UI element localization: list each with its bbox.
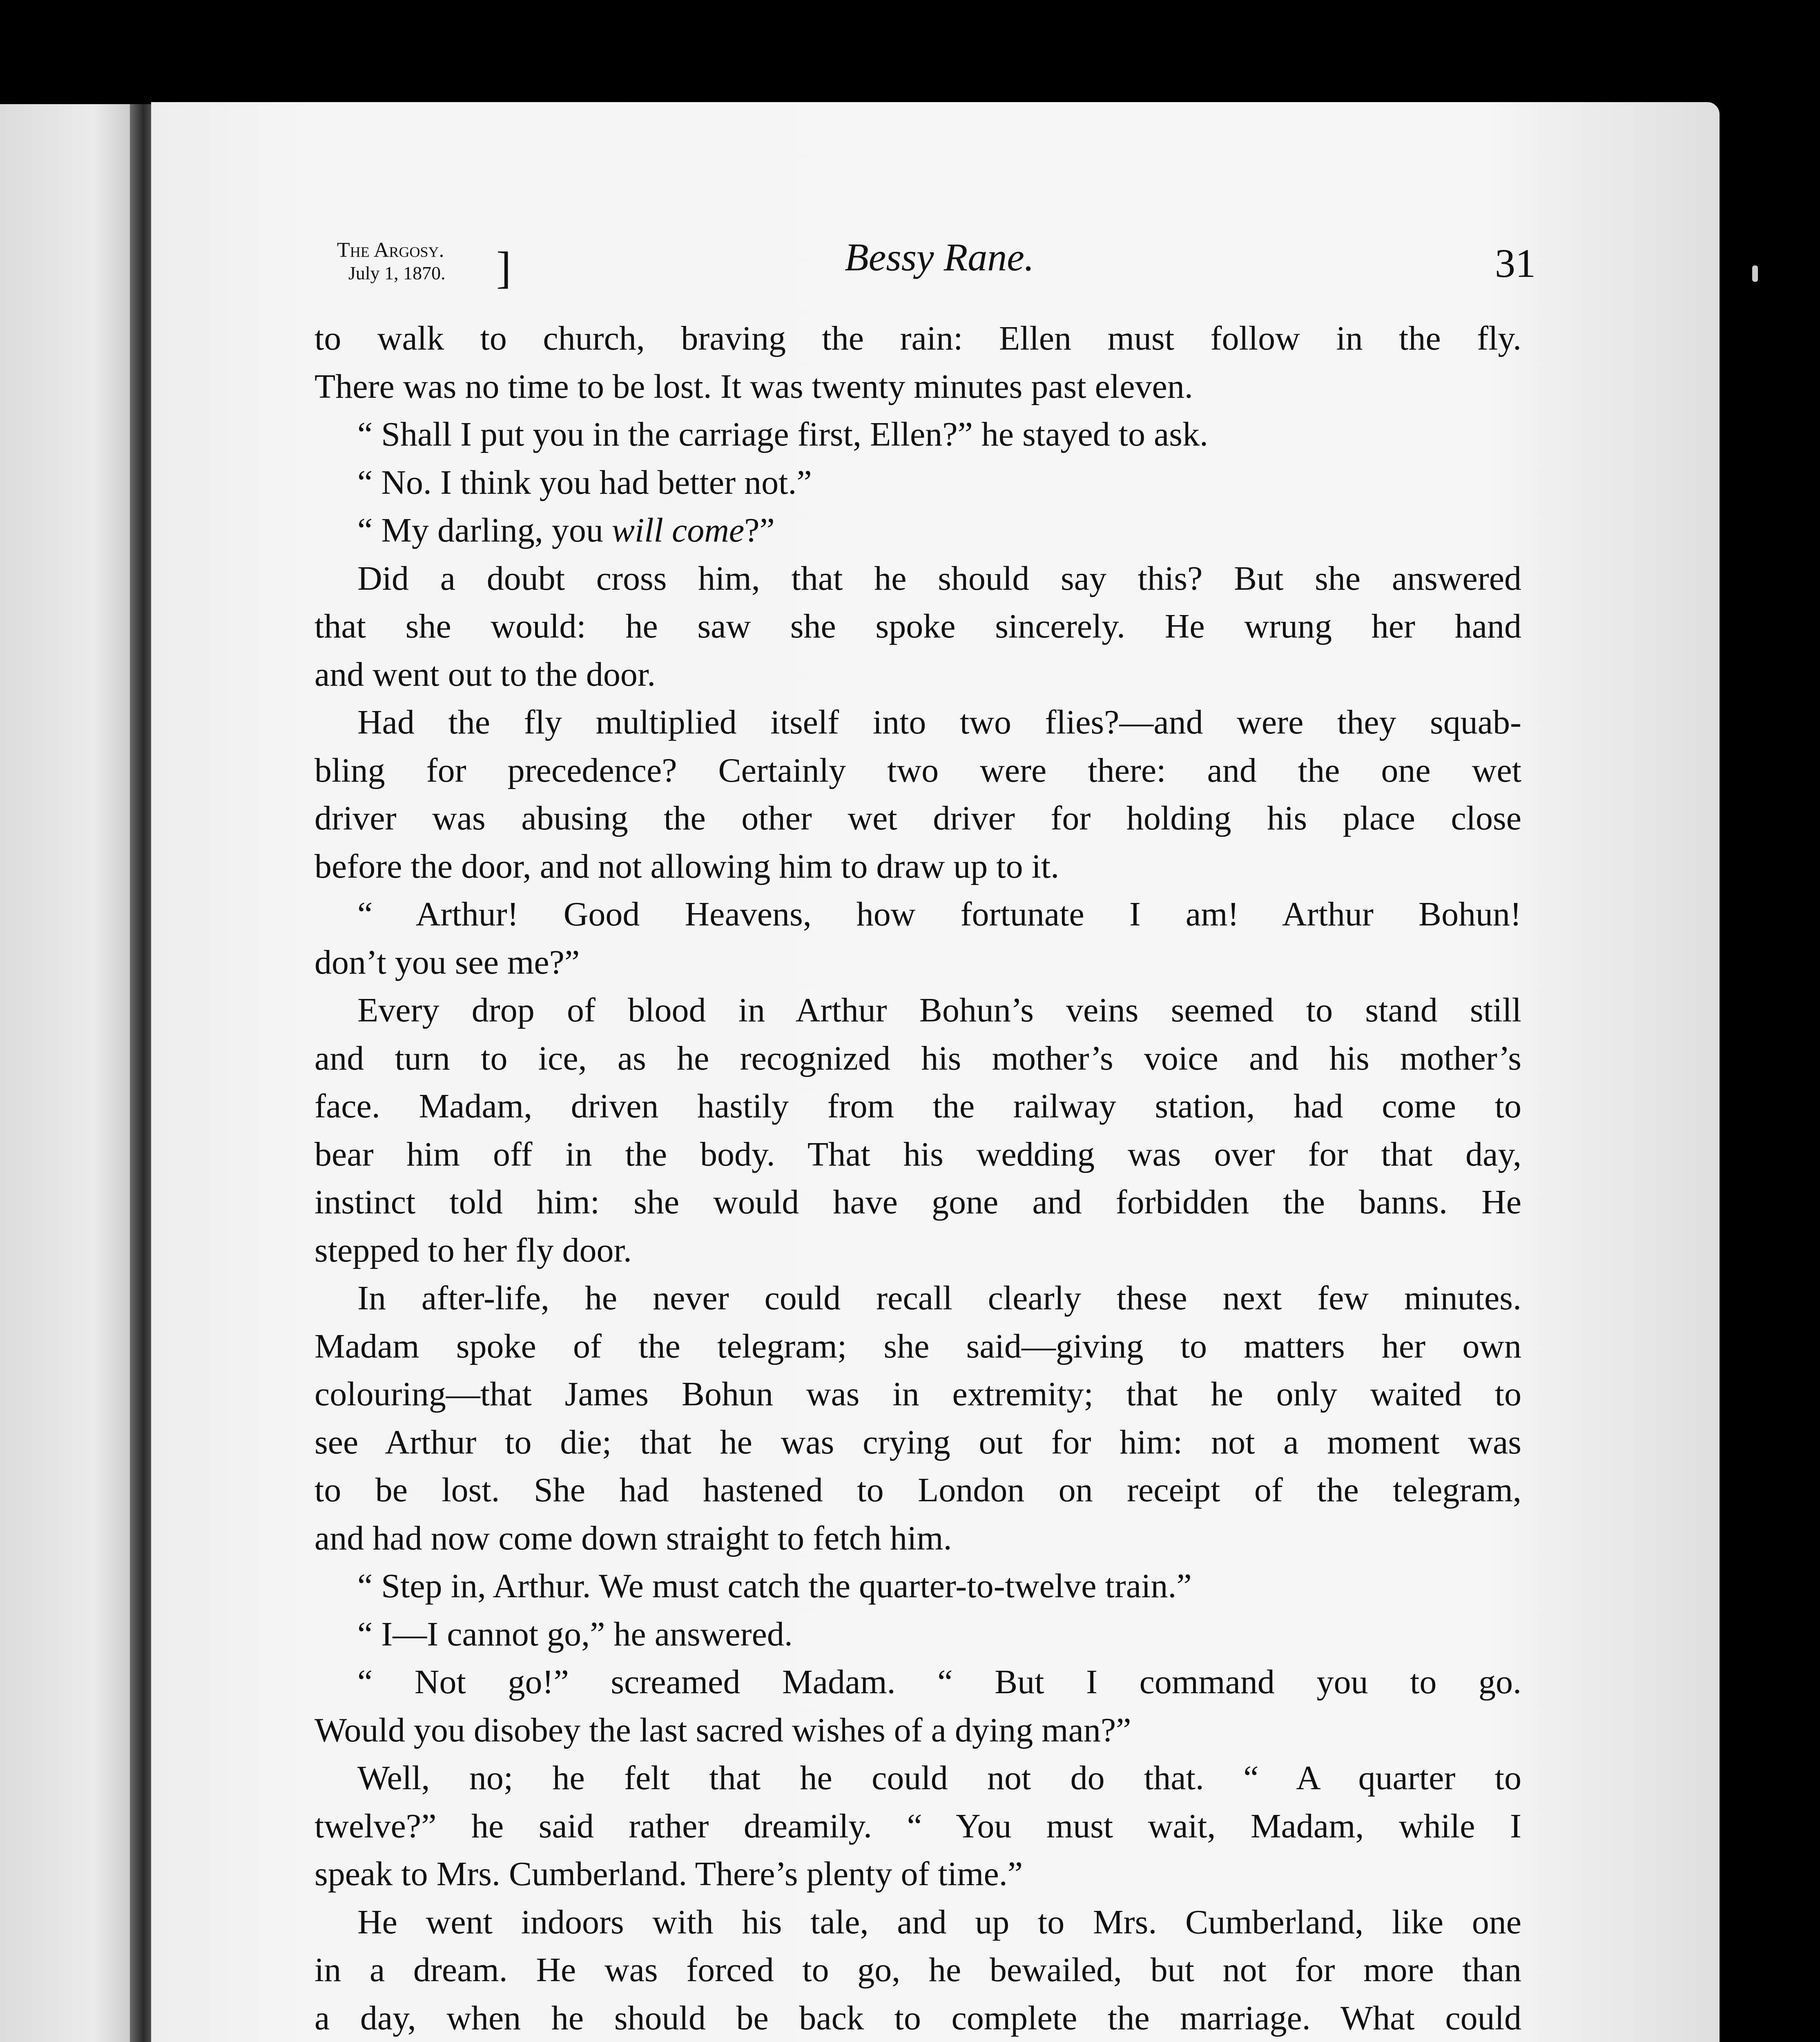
text-line: bling for precedence? Certainly two were there: and the one wet xyxy=(314,751,1521,789)
text-line: Had the fly multiplied itself into two flies?—and were they squab- xyxy=(357,703,1521,741)
text-line: “ No. I think you had better not.” xyxy=(357,463,812,502)
text-line: He went indoors with his tale, and up to Mrs. Cumberland, like one xyxy=(357,1903,1521,1941)
text-line: driver was abusing the other wet driver for holding his place close xyxy=(314,799,1521,837)
page-number: 31 xyxy=(1495,241,1536,286)
page-edge-mark xyxy=(1752,265,1758,282)
text-line: stepped to her fly door. xyxy=(314,1231,632,1269)
text-line: that she would: he saw she spoke sincerely. He wrung her hand xyxy=(314,607,1521,645)
text-line: to be lost. She had hastened to London on receipt of the telegram, xyxy=(314,1471,1521,1509)
text-line: and turn to ice, as he recognized his mother’s voice and his mother’s xyxy=(314,1039,1521,1077)
magazine-name: The Argosy. xyxy=(337,239,444,262)
running-head-bracket: ] xyxy=(496,243,511,292)
running-head xyxy=(337,239,459,285)
text-line: Would you disobey the last sacred wishes of a dying man?” xyxy=(314,1711,1131,1749)
book-gutter xyxy=(130,104,154,2042)
text-line: don’t you see me?” xyxy=(314,943,580,981)
text-line: in a dream. He was forced to go, he bewailed, but not for more than xyxy=(314,1951,1521,1989)
text-line: In after-life, he never could recall clearly these next few minutes. xyxy=(357,1279,1521,1317)
text-line: “ My darling, you will come?” xyxy=(357,511,775,549)
text-line: Did a doubt cross him, that he should say this? But she answered xyxy=(357,559,1521,597)
text-line: colouring—that James Bohun was in extremity; that he only waited to xyxy=(314,1375,1521,1413)
emphasis-text: will come xyxy=(611,511,745,549)
text-line: “ Shall I put you in the carriage first, Ellen?” he stayed to ask. xyxy=(357,415,1208,453)
text-line: Well, no; he felt that he could not do that. “ A quarter to xyxy=(357,1759,1521,1797)
text-line: twelve?” he said rather dreamily. “ You must wait, Madam, while I xyxy=(314,1807,1521,1845)
text-line: before the door, and not allowing him to draw up to it. xyxy=(314,847,1059,885)
text-line: Every drop of blood in Arthur Bohun’s veins seemed to stand still xyxy=(357,991,1521,1029)
facing-page-edge xyxy=(0,104,135,2042)
text-line: Madam spoke of the telegram; she said—giving to matters her own xyxy=(314,1327,1521,1365)
text-line: a day, when he should be back to complete the marriage. What could xyxy=(314,1999,1521,2037)
text-line: face. Madam, driven hastily from the railway station, had come to xyxy=(314,1087,1521,1125)
text-line: speak to Mrs. Cumberland. There’s plenty of time.” xyxy=(314,1855,1023,1893)
text-line: to walk to church, braving the rain: Ellen must follow in the fly. xyxy=(314,319,1521,357)
text-line: “ Not go!” screamed Madam. “ But I command you to go. xyxy=(357,1663,1521,1701)
page-title: Bessy Rane. xyxy=(845,235,1034,279)
text-line: “ I—I cannot go,” he answered. xyxy=(357,1615,793,1653)
text-line: There was no time to be lost. It was twenty minutes past eleven. xyxy=(314,367,1193,406)
text-line: “ Step in, Arthur. We must catch the quarter-to-twelve train.” xyxy=(357,1567,1192,1605)
issue-date: July 1, 1870. xyxy=(348,263,446,283)
text-line: see Arthur to die; that he was crying out for him: not a moment was xyxy=(314,1423,1521,1461)
text-line: instinct told him: she would have gone and forbidden the banns. He xyxy=(314,1183,1521,1221)
body-text xyxy=(314,314,1521,2042)
text-line: and went out to the door. xyxy=(314,655,656,693)
text-line: bear him off in the body. That his wedding was over for that day, xyxy=(314,1135,1521,1173)
text-line: and had now come down straight to fetch him. xyxy=(314,1519,952,1557)
text-line: “ Arthur! Good Heavens, how fortunate I am! Arthur Bohun! xyxy=(357,895,1521,933)
